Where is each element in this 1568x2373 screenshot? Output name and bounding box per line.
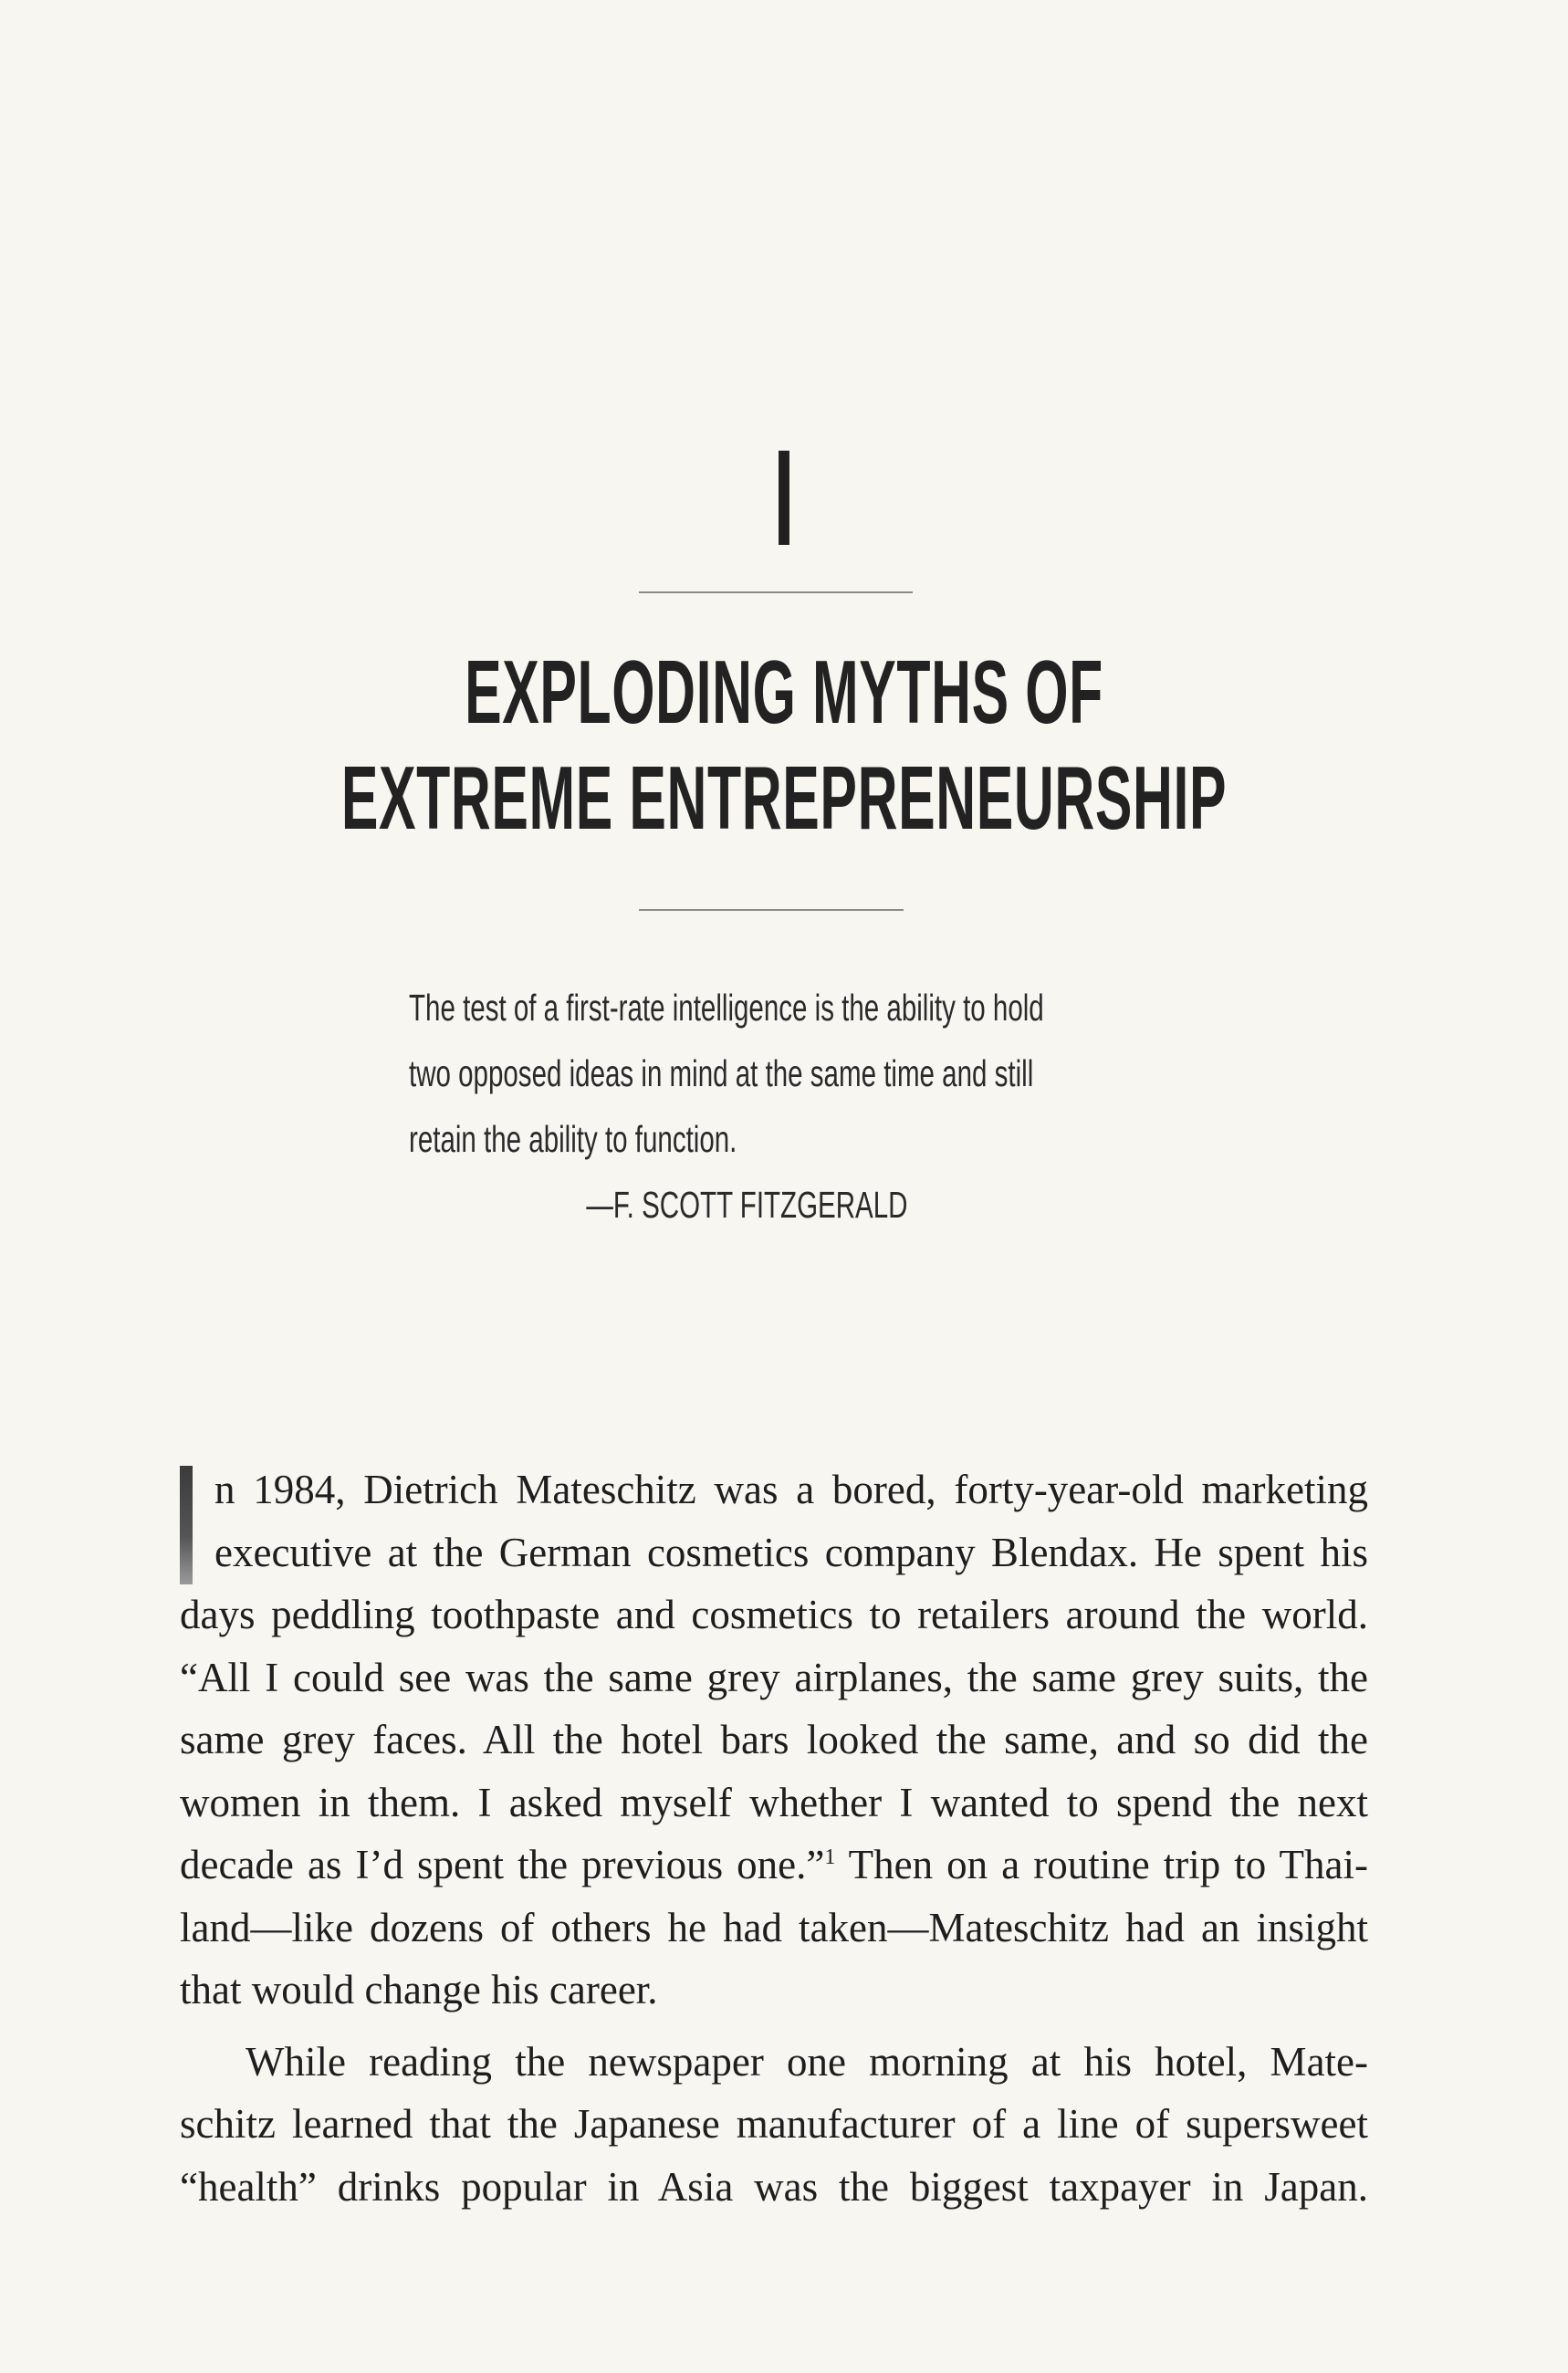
chapter-number: I — [773, 421, 795, 574]
epigraph-attribution: —F. SCOTT FITZGERALD — [586, 1184, 908, 1226]
paragraph-1-line-3: days peddling toothpaste and cosmetics to retailers around the world. — [180, 1592, 1368, 1637]
epigraph-line-3: retain the ability to function. — [409, 1118, 737, 1160]
footnote-marker[interactable]: 1 — [824, 1845, 836, 1869]
paragraph-2-line-3: “health” drinks popular in Asia was the biggest taxpayer in Japan. — [180, 2163, 1368, 2210]
paragraph-1-line-8: land—like dozens of others he had taken—Mateschitz had an insight — [180, 1904, 1368, 1950]
paragraph-2 — [180, 2031, 1368, 2219]
paragraph-1-line-1-text: n 1984, Dietrich Mateschitz was a bored, forty-year-old marketing — [214, 1467, 1368, 1512]
body-text — [180, 1458, 1368, 2218]
epigraph-line-1: The test of a first-rate intelligence is the ability to hold — [409, 987, 1044, 1029]
paragraph-gap — [180, 2022, 1368, 2031]
paragraph-1 — [180, 1458, 1368, 2022]
chapter-title-line-2: EXTREME ENTREPRENEURSHIP — [340, 747, 1228, 848]
paragraph-1-line-4: “All I could see was the same grey airplanes, the same grey suits, the — [180, 1654, 1368, 1700]
paragraph-1-line-7b: Then on a routine trip to Thai- — [835, 1842, 1369, 1887]
paragraph-1-line-7 — [180, 1834, 1368, 1897]
epigraph-line-2: two opposed ideas in mind at the same time and still — [409, 1052, 1034, 1094]
chapter-title-line-1: EXPLODING MYTHS OF — [465, 642, 1103, 742]
chapter-title — [0, 639, 1568, 851]
paragraph-1-line-1 — [180, 1458, 1368, 1521]
drop-cap-i — [180, 1466, 193, 1584]
epigraph-attribution-line — [409, 1172, 974, 1238]
epigraph — [409, 975, 1194, 1238]
title-rule-top — [639, 591, 913, 593]
paragraph-1-line-7a: decade as I’d spent the previous one.” — [180, 1842, 825, 1887]
paragraph-1-line-9: that would change his career. — [180, 1967, 658, 2012]
paragraph-1-line-5: same grey faces. All the hotel bars looked the same, and so did the — [180, 1717, 1368, 1762]
paragraph-2-line-2: schitz learned that the Japanese manufacturer of a line of supersweet — [180, 2101, 1368, 2147]
title-rule-bottom — [639, 909, 904, 911]
paragraph-2-line-1: While reading the newspaper one morning at his hotel, Mate- — [246, 2038, 1368, 2085]
paragraph-1-line-6: women in them. I asked myself whether I wanted to spend the next — [180, 1779, 1368, 1825]
paragraph-1-line-2: executive at the German cosmetics company Blendax. He spent his — [214, 1529, 1368, 1575]
